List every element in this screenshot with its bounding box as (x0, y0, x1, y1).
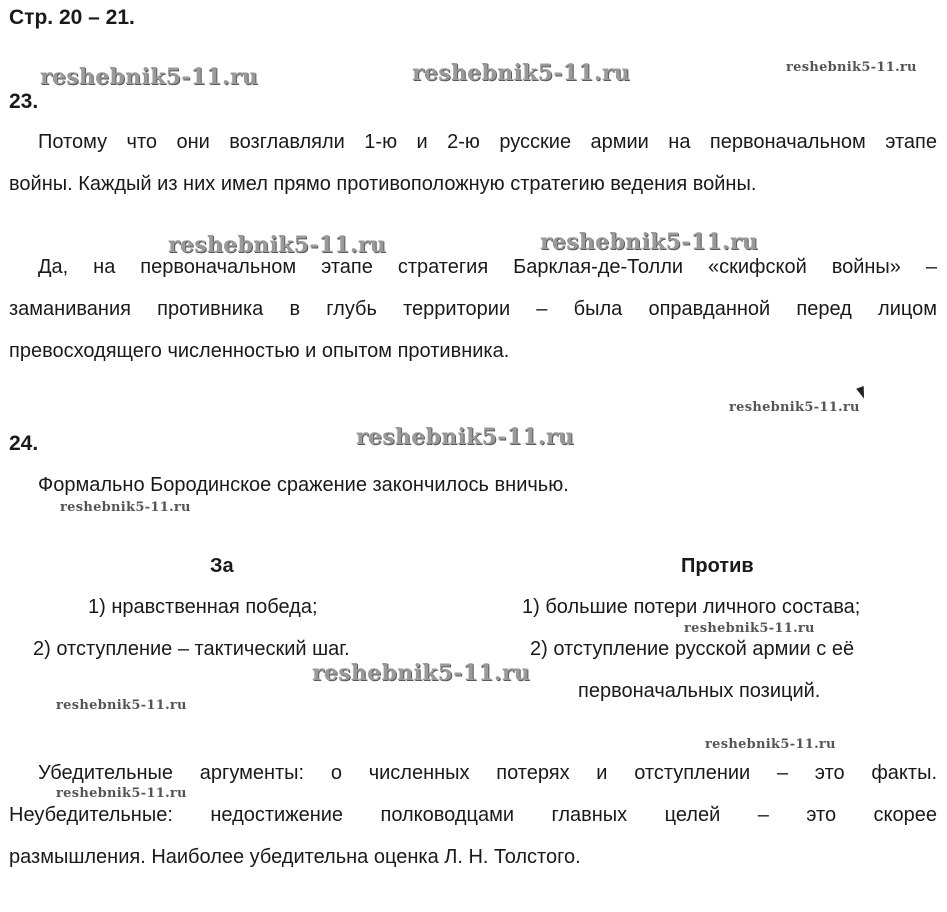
watermark: reshebnik5-11.ru (540, 229, 759, 255)
for-item: 2) отступление – тактический шаг. (33, 638, 350, 660)
watermark: reshebnik5-11.ru (40, 64, 259, 90)
text-line: Убедительные аргументы: о численных потерях и отступлении – это факты. (38, 762, 937, 784)
text-line: Потому что они возглавляли 1-ю и 2-ю русские армии на первоначальном этапе (38, 131, 937, 153)
answer-24-conclusion (9, 752, 937, 878)
text-line: размышления. Наиболее убедительна оценка Л. Н. Толстого. (9, 846, 581, 868)
answer-24-intro: Формально Бородинское сражение закончилось вничью. (38, 474, 569, 496)
check-mark-icon (856, 386, 868, 400)
against-column-header: Против (681, 555, 754, 577)
page-reference: Стр. 20 – 21. (9, 6, 135, 29)
answer-23-paragraph-2 (9, 246, 937, 372)
watermark: reshebnik5-11.ru (312, 660, 531, 686)
against-item: 2) отступление русской армии с её (530, 638, 855, 660)
text-line: Да, на первоначальном этапе стратегия Барклая-де-Толли «скифской войны» – (38, 256, 937, 278)
question-number-24: 24. (9, 432, 39, 455)
for-item: 1) нравственная победа; (88, 596, 318, 618)
for-column-header: За (210, 555, 234, 577)
against-item: 1) большие потери личного состава; (522, 596, 861, 618)
answer-23-paragraph-1 (9, 121, 937, 205)
text-line: заманивания противника в глубь территории – была оправданной перед лицом (9, 298, 937, 320)
watermark: reshebnik5-11.ru (729, 400, 860, 415)
watermark: reshebnik5-11.ru (168, 232, 387, 258)
text-line: войны. Каждый из них имел прямо противоположную стратегию ведения войны. (9, 173, 757, 195)
text-line: Неубедительные: недостижение полководцами главных целей – это скорее (9, 804, 937, 826)
against-item-continuation: первоначальных позиций. (578, 680, 821, 702)
watermark: reshebnik5-11.ru (56, 786, 187, 801)
watermark: reshebnik5-11.ru (705, 737, 836, 752)
question-number-23: 23. (9, 90, 39, 113)
watermark: reshebnik5-11.ru (56, 698, 187, 713)
text-line: превосходящего численностью и опытом противника. (9, 340, 510, 362)
watermark: reshebnik5-11.ru (60, 500, 191, 515)
watermark: reshebnik5-11.ru (786, 60, 917, 75)
watermark: reshebnik5-11.ru (356, 424, 575, 450)
watermark: reshebnik5-11.ru (684, 621, 815, 636)
watermark: reshebnik5-11.ru (412, 60, 631, 86)
